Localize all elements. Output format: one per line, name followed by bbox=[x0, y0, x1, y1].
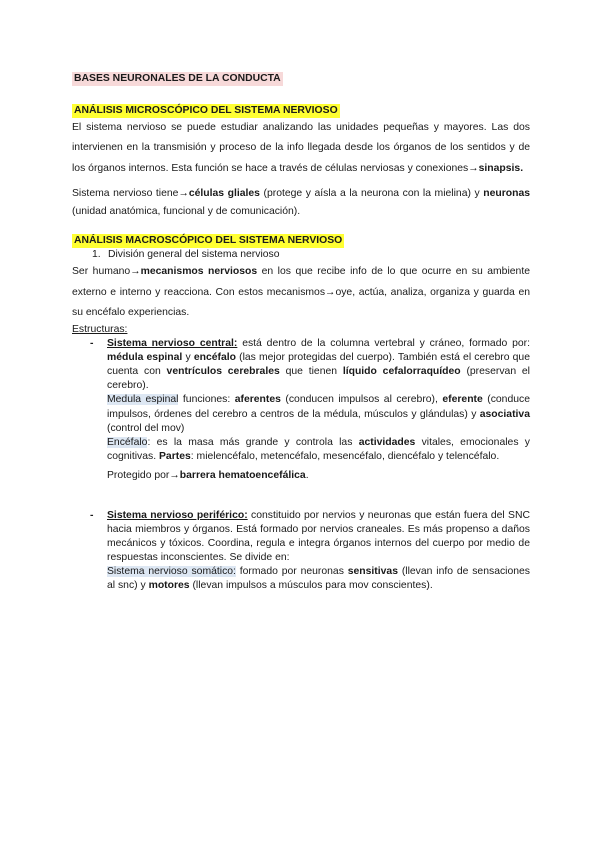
estructuras-label: Estructuras: bbox=[72, 324, 128, 336]
heading-macroscopic: ANÁLISIS MACROSCÓPICO DEL SISTEMA NERVIOSO bbox=[72, 234, 344, 248]
document-title: BASES NEURONALES DE LA CONDUCTA bbox=[72, 72, 283, 86]
list-item-snc: - Sistema nervioso central: está dentro de la columna vertebral y cráneo, formado por: médula espinal y encéfalo (las mejor protegidas del cuerpo). También está el cerebro que cuenta con ventrículos cerebrales que tienen líquido cefalorraquídeo (preservan el cerebro). Medula espinal funciones: aferentes (conducen impulsos al cerebro), eferente (conduce impulsos, órdenes del cerebro a centros de la médula, músculos y glándulas) y asociativa (control del mov) Encéfalo: es la masa más grande y controla las actividades vitales, emocionales y cognitivas. Partes: mielencéfalo, metencéfalo, mesencéfalo, diencéfalo y telencéfalo. Protegido por→barrera hematoencefálica. bbox=[90, 338, 530, 481]
list-item-snp: - Sistema nervioso periférico: constituido por nervios y neuronas que están fuera del SNC hacia miembros y órganos. Está formado por nervios craneales. Es más propenso a daños mecánicos y tóxicos. Coordina, regula e integra órganos internos del cuerpo por medio de respuestas inconscientes. Se divide en: Sistema nervioso somático: formado por neuronas sensitivas (llevan info de sensaciones al snc) y motores (llevan impulsos a músculos para mov conscientes). bbox=[90, 509, 531, 591]
document-content bbox=[72, 72, 530, 593]
paragraph-micro-2: Sistema nervioso tiene→células gliales (protege y aísla a la neurona con la mielina) y neuronas (unidad anatómica, funcional y de comunicación). bbox=[72, 187, 531, 217]
heading-microscopic: ANÁLISIS MICROSCÓPICO DEL SISTEMA NERVIOSO bbox=[72, 104, 340, 118]
paragraph-macro-1: Ser humano→mecanismos nerviosos en los que recibe info de lo que ocurre en su ambiente externo e interno y reacciona. Con estos mecanismos→oye, actúa, analiza, organiza y guarda en su encéfalo experiencias. bbox=[72, 266, 530, 318]
paragraph-micro-1: El sistema nervioso se puede estudiar analizando las unidades pequeñas y mayores. Las dos intervienen en la transmisión y proceso de la info llegada desde los órganos de los sentidos y de los órganos internos. Esta función se hace a través de células nerviosas y conexiones→sinapsis. bbox=[72, 122, 530, 174]
numbered-item-1: 1. División general del sistema nervioso bbox=[92, 249, 280, 261]
